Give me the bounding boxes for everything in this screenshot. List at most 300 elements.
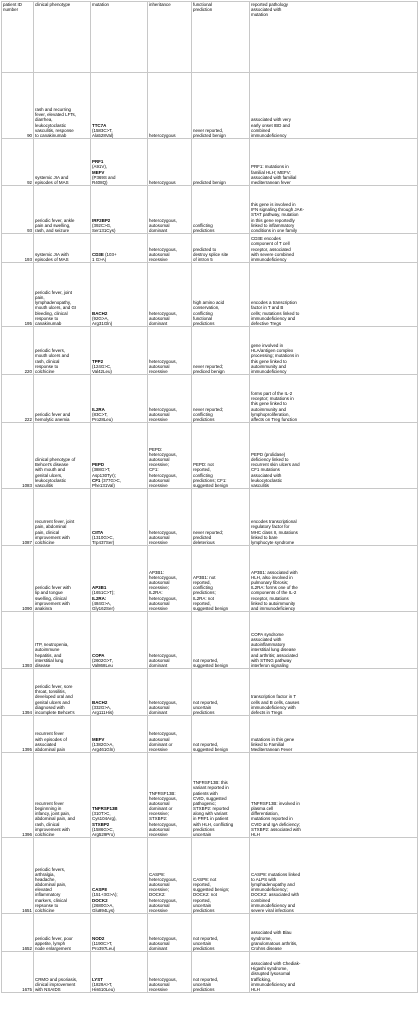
cell-line: lip and tongue bbox=[35, 590, 63, 596]
column-header bbox=[148, 2, 192, 73]
cell-pathology bbox=[250, 716, 418, 753]
cell-prediction bbox=[192, 838, 250, 914]
cell-line: colchicine bbox=[35, 907, 55, 913]
cell-line: autosomal bbox=[149, 826, 170, 832]
variant-line bbox=[92, 747, 146, 752]
cell-id bbox=[2, 753, 34, 838]
cell-id bbox=[2, 263, 34, 327]
table-row bbox=[2, 952, 418, 993]
table-container bbox=[1, 1, 417, 993]
gene-symbol: CD3E bbox=[92, 251, 104, 257]
variant-text: (A91V), bbox=[92, 164, 108, 170]
cell-line: pain, bbox=[35, 295, 45, 301]
cell-line: granulomatous arthritis, bbox=[251, 940, 298, 946]
cell-phenotype bbox=[34, 716, 91, 753]
header-line: clinical phenotype bbox=[35, 2, 71, 7]
cell-line: suggested benign bbox=[193, 605, 229, 611]
cell-line: reported, bbox=[193, 467, 211, 473]
cell-line: CF1: bbox=[149, 467, 159, 473]
variant-text: (92G>A, bbox=[92, 315, 109, 321]
cell-line: IFN signaling through JAK- bbox=[251, 207, 305, 213]
gene-symbol: LYST bbox=[92, 976, 103, 982]
cell-mutation bbox=[91, 669, 148, 716]
cell-line: disease bbox=[35, 662, 51, 668]
cell-line: heterozygous, bbox=[149, 897, 177, 903]
cell-line: recessive bbox=[149, 605, 168, 611]
cell-line: PEPD: not bbox=[193, 462, 214, 468]
variant-text: Ser131Cys) bbox=[92, 227, 116, 233]
cell-line: abdominal pain, and bbox=[35, 816, 75, 822]
cell-line: gene involved in bbox=[251, 343, 284, 349]
table-row bbox=[2, 139, 418, 186]
cell-line: this gene is involved in bbox=[251, 202, 296, 208]
cell-line: predictions bbox=[193, 826, 215, 832]
variant-text: (103+ bbox=[105, 251, 117, 257]
cell-line: immunodeficiency and bbox=[251, 902, 296, 908]
cell-mutation bbox=[91, 838, 148, 914]
cell-line: autosomal bbox=[149, 940, 170, 946]
cell-line: CD3E encodes bbox=[251, 236, 281, 242]
cell-line: DOCK2: not bbox=[193, 892, 217, 898]
cell-line: response to bbox=[35, 315, 59, 321]
cell-inheritance bbox=[148, 139, 192, 186]
cell-line: systemic JIA and bbox=[35, 174, 69, 180]
cell-line: combined bbox=[251, 127, 271, 133]
cell-line: uncertain bbox=[193, 831, 212, 837]
variant-text: 1 G>A) bbox=[92, 256, 107, 262]
cell-line: heterozygous, bbox=[149, 652, 177, 658]
cell-phenotype bbox=[34, 489, 91, 546]
variant-text: Cys104Arg), bbox=[92, 816, 117, 822]
cell-line: heterozygous, bbox=[149, 246, 177, 252]
cell-mutation bbox=[91, 263, 148, 327]
cell-line: associated with bbox=[251, 472, 282, 478]
cell-line: linked to Familial bbox=[251, 741, 285, 747]
variant-text: (484G>A, bbox=[92, 600, 112, 606]
cell-line: repsonse to bbox=[35, 902, 59, 908]
patient-id: 1393 bbox=[22, 662, 32, 668]
cell-line: swelling, clinical bbox=[35, 595, 67, 601]
cell-line: with STING pathway bbox=[251, 657, 292, 663]
column-header bbox=[2, 2, 34, 73]
cell-line: syndrome, bbox=[251, 935, 272, 941]
cell-line: leukocytoclastic bbox=[35, 477, 67, 483]
cell-line: early onset IBD and bbox=[251, 122, 290, 128]
cell-line: receptor, mutations bbox=[251, 595, 289, 601]
gene-symbol: CASP8 bbox=[92, 887, 107, 893]
cell-line: recessive bbox=[149, 831, 168, 837]
header-line: associated with bbox=[251, 7, 282, 13]
cell-line: associated with very bbox=[251, 117, 291, 123]
cell-line: clinical phenotype of bbox=[35, 457, 76, 463]
cell-line: never reported; bbox=[193, 529, 224, 535]
cell-line: immunodeficiency; bbox=[251, 887, 288, 893]
cell-line: recessive bbox=[149, 256, 168, 262]
gene-symbol: PRF1 bbox=[92, 159, 104, 165]
variant-text: Asp130Tyr); bbox=[92, 472, 116, 478]
gene-symbol: MEFV bbox=[92, 736, 105, 742]
cell-inheritance bbox=[148, 952, 192, 993]
table-row bbox=[2, 716, 418, 753]
cell-line: arthralgia, bbox=[35, 871, 55, 877]
cell-line: PEPD: bbox=[149, 446, 163, 452]
cell-line: disrupted lysosomal bbox=[251, 971, 291, 977]
header-line: mutation bbox=[92, 2, 110, 7]
cell-line: recessive bbox=[149, 539, 168, 545]
cell-line: heterozygous, bbox=[149, 529, 177, 535]
cell-pathology bbox=[250, 139, 418, 186]
cell-line: autosomal bbox=[149, 882, 170, 888]
cell-line: autosomal bbox=[149, 222, 170, 228]
cell-pathology bbox=[250, 423, 418, 489]
gene-symbol: IRF2BP2 bbox=[92, 217, 111, 223]
cell-phenotype bbox=[34, 838, 91, 914]
cell-line: conflicting bbox=[193, 472, 213, 478]
cell-prediction bbox=[192, 914, 250, 952]
patient-id: 1090 bbox=[22, 605, 32, 611]
cell-line: suggested benign bbox=[193, 482, 229, 488]
cell-line: heterozygous, bbox=[149, 595, 177, 601]
cell-line: not reported, bbox=[193, 699, 219, 705]
cell-prediction bbox=[192, 546, 250, 612]
cell-line: vasculitis, response bbox=[35, 127, 74, 133]
table-row bbox=[2, 838, 418, 914]
cell-line: STAT pathway, mutation bbox=[251, 212, 299, 218]
cell-id bbox=[2, 952, 34, 993]
patient-id: 1396 bbox=[22, 831, 32, 837]
cell-line: STXBP2: reported bbox=[193, 806, 230, 812]
variant-text: (332G>A, bbox=[92, 704, 112, 710]
cell-line: rash, clinical bbox=[35, 821, 60, 827]
cell-line: TNFRSF13B: this bbox=[193, 780, 228, 786]
gene-symbol: TTC7A bbox=[92, 122, 107, 128]
cell-line: predictions bbox=[193, 227, 215, 233]
cell-line: heterozygous bbox=[149, 132, 176, 138]
cell-line: hemolytic anemia bbox=[35, 416, 70, 422]
cell-inheritance bbox=[148, 234, 192, 263]
cell-line: autosomal bbox=[149, 534, 170, 540]
cell-phenotype bbox=[34, 139, 91, 186]
cell-line: linked to autoimmunity bbox=[251, 600, 296, 606]
cell-prediction bbox=[192, 669, 250, 716]
cell-line: Higashi syndrome, bbox=[251, 966, 288, 972]
cell-line: dominant or bbox=[149, 741, 173, 747]
cell-line: autoimmunity and bbox=[251, 406, 287, 412]
cell-line: autosomal bbox=[149, 736, 170, 742]
variant-line bbox=[92, 228, 146, 233]
variant-line bbox=[92, 133, 146, 138]
cell-line: abdominal pain, bbox=[35, 882, 67, 888]
variant-text: Ala528Val) bbox=[92, 132, 114, 138]
cell-line: uncertain bbox=[193, 981, 212, 987]
cell-line: IL2RA: bbox=[149, 590, 163, 596]
cell-line: with mouth and bbox=[35, 467, 66, 473]
cell-line: HLH, also involved in bbox=[251, 574, 293, 580]
header-line: mutation bbox=[251, 12, 269, 18]
cell-phenotype bbox=[34, 73, 91, 139]
cell-line: not reported, bbox=[193, 976, 219, 982]
cell-phenotype bbox=[34, 186, 91, 234]
cell-line: node enlargement bbox=[35, 945, 71, 951]
cell-prediction bbox=[192, 489, 250, 546]
cell-line: periodic fever, ankle bbox=[35, 217, 75, 223]
cell-line: predicted bbox=[193, 534, 212, 540]
cell-line: pain, clinical bbox=[35, 529, 60, 535]
table-row bbox=[2, 186, 418, 234]
cell-line: heterozygous, bbox=[149, 358, 177, 364]
header-line: prediction bbox=[193, 7, 213, 13]
cell-line: not reported, bbox=[193, 657, 219, 663]
cell-line: immunodeficiency with bbox=[251, 704, 296, 710]
cell-prediction bbox=[192, 186, 250, 234]
cell-line: leukocytoclastic bbox=[35, 122, 67, 128]
cell-line: recessive bbox=[149, 368, 168, 374]
cell-line: lymphoproliferation, bbox=[251, 411, 290, 417]
cell-pathology bbox=[250, 952, 418, 993]
cell-line: conflicting bbox=[193, 585, 213, 591]
cell-inheritance bbox=[148, 489, 192, 546]
cell-line: heterozygous, bbox=[149, 795, 177, 801]
cell-line: in this gene reportedly bbox=[251, 217, 295, 223]
cell-line: reported, bbox=[193, 882, 211, 888]
cell-line: and arthritis; associated bbox=[251, 652, 298, 658]
table-row bbox=[2, 327, 418, 375]
cell-line: encodes a transcription bbox=[251, 300, 297, 306]
cell-phenotype bbox=[34, 612, 91, 669]
cell-pathology bbox=[250, 612, 418, 669]
patient-id: 92 bbox=[27, 179, 32, 185]
cell-line: conflicting bbox=[193, 310, 213, 316]
cell-line: uncertain bbox=[193, 940, 212, 946]
cell-line: periodic fever, joint bbox=[35, 289, 72, 295]
cell-line: interstitial lung disease bbox=[251, 647, 296, 653]
cell-phenotype bbox=[34, 546, 91, 612]
cell-line: destroy splice site bbox=[193, 251, 229, 257]
cell-line: lymphadenopathy and bbox=[251, 882, 295, 888]
cell-line: of intron 5 bbox=[193, 256, 213, 262]
gene-symbol: PEPD bbox=[92, 462, 105, 468]
cell-line: processing; mutations in bbox=[251, 353, 299, 359]
cell-id bbox=[2, 612, 34, 669]
variant-line bbox=[92, 663, 146, 668]
cell-prediction bbox=[192, 753, 250, 838]
cell-line: CVID, suggested bbox=[193, 795, 227, 801]
cell-line: vasculitis bbox=[251, 482, 270, 488]
cell-id bbox=[2, 546, 34, 612]
cell-line: PEPD (prolidase) bbox=[251, 451, 286, 457]
cell-line: DOCK2: associated with bbox=[251, 892, 300, 898]
cell-line: suggested benign; bbox=[193, 887, 230, 893]
cell-line: response to bbox=[35, 363, 59, 369]
cell-line: linked to bare bbox=[251, 534, 278, 540]
cell-line: mouth ulcers, and GI bbox=[35, 305, 77, 311]
table-row bbox=[2, 234, 418, 263]
cell-phenotype bbox=[34, 914, 91, 952]
cell-line: periodic fever with bbox=[35, 585, 71, 591]
variant-line bbox=[92, 417, 146, 422]
cell-inheritance bbox=[148, 546, 192, 612]
cell-line: predictions bbox=[193, 320, 215, 326]
cell-mutation bbox=[91, 327, 148, 375]
cell-line: rash, clinical bbox=[35, 358, 60, 364]
cell-phenotype bbox=[34, 423, 91, 489]
variant-line bbox=[92, 321, 146, 326]
cell-line: recessive bbox=[149, 986, 168, 992]
cell-prediction bbox=[192, 73, 250, 139]
cell-line: episodes of MAS bbox=[35, 179, 69, 185]
variant-line bbox=[92, 832, 146, 837]
header-line: functional bbox=[193, 2, 212, 7]
cell-line: predictions bbox=[193, 986, 215, 992]
variant-text: Arg461Gln) bbox=[92, 746, 115, 752]
column-header bbox=[192, 2, 250, 73]
cell-line: IL2RA: not bbox=[193, 595, 214, 601]
cell-line: CASP8: mutations linked bbox=[251, 871, 301, 877]
cell-inheritance bbox=[148, 423, 192, 489]
cell-line: mouth ulcers and bbox=[35, 353, 70, 359]
cell-line: heterozygous, bbox=[149, 699, 177, 705]
cell-id bbox=[2, 423, 34, 489]
cell-line: regulatory factor for bbox=[251, 524, 290, 530]
cell-inheritance bbox=[148, 263, 192, 327]
cell-pathology bbox=[250, 234, 418, 263]
variant-text: Phe131Val) bbox=[92, 482, 115, 488]
cell-line: genital ulcers, bbox=[35, 472, 63, 478]
cell-line: MHC class II, mutations bbox=[251, 529, 298, 535]
cell-line: trafficking, bbox=[251, 976, 272, 982]
cell-line: heterozygous, bbox=[149, 876, 177, 882]
table-row bbox=[2, 375, 418, 423]
cell-line: immunodeficiency bbox=[251, 132, 287, 138]
cell-line: heterozygous, bbox=[149, 976, 177, 982]
cell-line: TNFRSF13B: involved in bbox=[251, 800, 300, 806]
cell-line: AP3B1: not bbox=[193, 574, 216, 580]
cell-line: variant reported in bbox=[193, 785, 229, 791]
cell-line: autosomal bbox=[149, 363, 170, 369]
cell-phenotype bbox=[34, 234, 91, 263]
cell-line: HLH bbox=[251, 831, 260, 837]
cell-line: improvement with bbox=[35, 600, 70, 606]
variant-text: Glu894Lys) bbox=[92, 907, 115, 913]
table-body bbox=[2, 2, 418, 993]
variant-text: (310T>C, bbox=[92, 811, 111, 817]
cell-line: functional bbox=[193, 315, 212, 321]
cell-line: heterozygous, bbox=[149, 472, 177, 478]
cell-line: HLH bbox=[251, 986, 260, 992]
cell-inheritance bbox=[148, 914, 192, 952]
patient-id: 1652 bbox=[22, 945, 32, 951]
cell-id bbox=[2, 375, 34, 423]
cell-prediction bbox=[192, 139, 250, 186]
cell-line: recessive; bbox=[149, 887, 169, 893]
cell-line: colchicine bbox=[35, 368, 55, 374]
cell-line: and immunodeficiency bbox=[251, 605, 296, 611]
patient-id: 93 bbox=[27, 227, 32, 233]
cell-inheritance bbox=[148, 838, 192, 914]
cell-line: with episodes of bbox=[35, 736, 67, 742]
table-row bbox=[2, 73, 418, 139]
cell-mutation bbox=[91, 753, 148, 838]
gene-symbol: BACH2 bbox=[92, 699, 108, 705]
cell-line: this gene linked to bbox=[251, 358, 287, 364]
cell-phenotype bbox=[34, 375, 91, 423]
cell-pathology bbox=[250, 375, 418, 423]
cell-line: encodes transcriptional bbox=[251, 519, 297, 525]
cell-line: CVID and IgA deficiency; bbox=[251, 821, 301, 827]
cell-line: along with variant bbox=[193, 811, 228, 817]
cell-phenotype bbox=[34, 952, 91, 993]
variant-text: (124G>C, bbox=[92, 363, 112, 369]
cell-pathology bbox=[250, 73, 418, 139]
cell-pathology bbox=[250, 489, 418, 546]
column-header bbox=[250, 2, 418, 73]
cell-line: predicted benign bbox=[193, 179, 226, 185]
patient-id: 90 bbox=[27, 132, 32, 138]
cell-line: recessive bbox=[149, 482, 168, 488]
cell-line: deficiency linked to bbox=[251, 457, 289, 463]
cell-line: cells; mutations linked to bbox=[251, 310, 300, 316]
cell-line: improvement with bbox=[35, 534, 70, 540]
cell-line: defective Tregs bbox=[251, 320, 282, 326]
gene-symbol: TPP2 bbox=[92, 358, 104, 364]
header-row bbox=[2, 2, 418, 73]
cell-line: throat, tonsilitis, bbox=[35, 689, 66, 695]
cell-line: recessive bbox=[149, 416, 168, 422]
cell-line: interstitial lung bbox=[35, 657, 64, 663]
cell-mutation bbox=[91, 423, 148, 489]
cell-prediction bbox=[192, 327, 250, 375]
gene-symbol: IL2RA bbox=[92, 406, 105, 412]
cell-line: predictions bbox=[193, 945, 215, 951]
variant-text: (P369S and bbox=[92, 174, 116, 180]
cell-line: periodic fevers, bbox=[35, 348, 66, 354]
variant-text: Pro28Leu) bbox=[92, 416, 113, 422]
variant-text: Val868Leu bbox=[92, 662, 113, 668]
cell-mutation bbox=[91, 546, 148, 612]
cell-line: pathogenic; bbox=[193, 800, 216, 806]
cell-id bbox=[2, 73, 34, 139]
cell-line: never reported, bbox=[193, 127, 224, 133]
cell-line: affects on Treg function bbox=[251, 416, 298, 422]
cell-line: immunodeficiency and bbox=[251, 981, 296, 987]
cell-id bbox=[2, 234, 34, 263]
cell-line: recurrent skin ulcers and bbox=[251, 462, 300, 468]
cell-inheritance bbox=[148, 186, 192, 234]
cell-line: familial HLH; MEFV: bbox=[251, 169, 291, 175]
cell-line: HLA/antigen complex bbox=[251, 348, 294, 354]
variant-line bbox=[92, 540, 146, 545]
variant-line bbox=[92, 257, 146, 262]
cell-inheritance bbox=[148, 669, 192, 716]
variant-text: (151+3G>A); bbox=[92, 892, 118, 898]
cell-line: canakinumab bbox=[35, 320, 62, 326]
table-row bbox=[2, 669, 418, 716]
cell-line: heterozygous, bbox=[149, 574, 177, 580]
variant-line bbox=[92, 908, 146, 913]
variant-text: His610Leu) bbox=[92, 986, 115, 992]
cell-line: components of the IL-2 bbox=[251, 590, 297, 596]
variant-line bbox=[92, 946, 146, 951]
cell-line: diarrhea, bbox=[35, 117, 53, 123]
gene-symbol: IL2RA: bbox=[92, 595, 107, 601]
cell-pathology bbox=[250, 753, 418, 838]
patient-id: 1675 bbox=[22, 986, 32, 992]
cell-line: autosomal bbox=[149, 704, 170, 710]
cell-inheritance bbox=[148, 73, 192, 139]
cell-line: predicted benign bbox=[193, 132, 226, 138]
variant-text: (1310G>C, bbox=[92, 534, 114, 540]
cell-mutation bbox=[91, 612, 148, 669]
